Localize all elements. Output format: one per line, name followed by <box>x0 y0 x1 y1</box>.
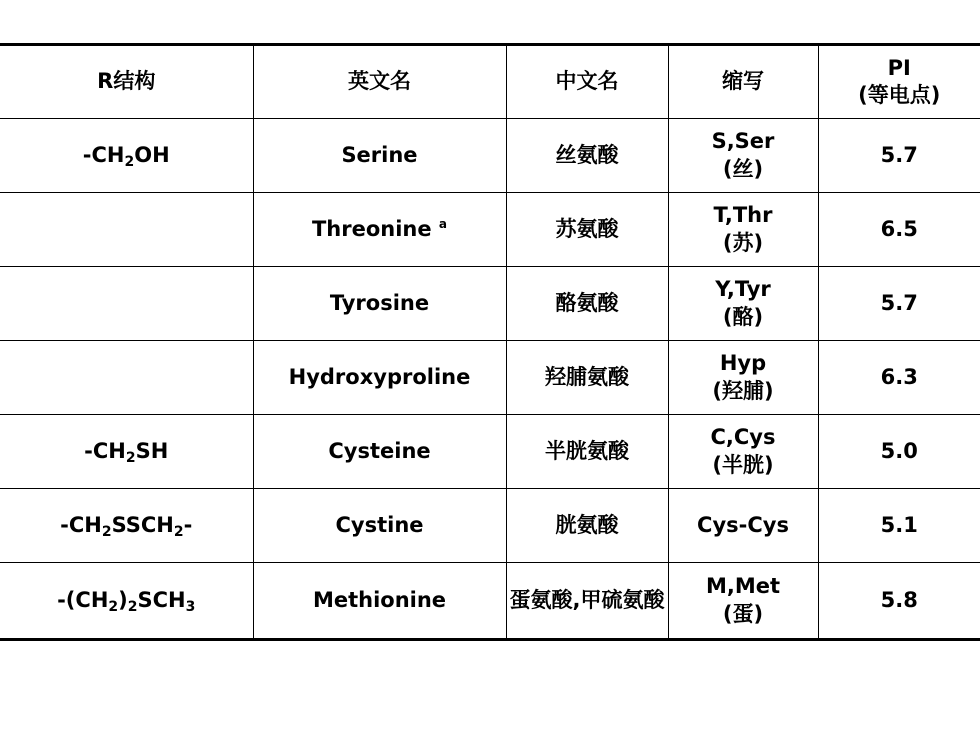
chinese-name-cell: 苏氨酸 <box>506 193 668 267</box>
english-name: Serine <box>341 142 418 167</box>
english-name-cell <box>253 563 506 640</box>
abbreviation-line1: T,Thr <box>713 203 773 228</box>
header-english-name: 英文名 <box>253 45 506 119</box>
abbreviation-line1: C,Cys <box>710 425 776 450</box>
r-structure-part: ) <box>118 587 128 612</box>
english-name: Tyrosine <box>329 290 430 315</box>
header-pi <box>818 45 980 119</box>
abbreviation-cell <box>668 193 818 267</box>
table-row <box>0 119 980 193</box>
abbreviation-cell <box>668 563 818 640</box>
english-name-cell <box>253 341 506 415</box>
abbreviation-line1: Hyp <box>719 351 767 376</box>
header-row <box>0 45 980 119</box>
english-name-cell <box>253 193 506 267</box>
pi-cell: 5.7 <box>818 267 980 341</box>
r-structure-part: -CH <box>84 438 126 463</box>
english-name: Cystine <box>335 512 424 537</box>
r-structure-subscript: 2 <box>173 523 184 540</box>
abbreviation-cell <box>668 489 818 563</box>
header-pi-line2: (等电点) <box>858 83 941 107</box>
pi-cell: 5.7 <box>818 119 980 193</box>
abbreviation-cell <box>668 119 818 193</box>
english-name-cell <box>253 415 506 489</box>
r-structure-part: -CH <box>82 142 125 167</box>
abbreviation-cell <box>668 415 818 489</box>
chinese-name-cell: 胱氨酸 <box>506 489 668 563</box>
r-structure-part: -(CH <box>57 587 109 612</box>
chinese-name-cell: 羟脯氨酸 <box>506 341 668 415</box>
table-row <box>0 489 980 563</box>
english-name: Threonine <box>311 216 439 241</box>
chinese-name-cell: 酪氨酸 <box>506 267 668 341</box>
pi-cell: 5.1 <box>818 489 980 563</box>
header-abbreviation: 缩写 <box>668 45 818 119</box>
r-structure-part: SH <box>135 438 169 463</box>
r-structure-cell <box>0 563 253 640</box>
r-structure-cell <box>0 341 253 415</box>
r-structure-cell <box>0 193 253 267</box>
r-structure-subscript: 2 <box>108 598 119 615</box>
chinese-name-cell: 蛋氨酸,甲硫氨酸 <box>506 563 668 640</box>
english-name: Methionine <box>312 587 447 612</box>
table-row <box>0 267 980 341</box>
english-name-cell <box>253 119 506 193</box>
r-structure-subscript: 2 <box>127 598 138 615</box>
r-structure-part: SCH <box>137 587 186 612</box>
r-structure-part: OH <box>134 142 170 167</box>
english-name-footnote: a <box>438 216 448 231</box>
table-row <box>0 193 980 267</box>
abbreviation-line1: S,Ser <box>711 129 775 154</box>
r-structure-cell <box>0 489 253 563</box>
amino-acid-table <box>0 43 980 641</box>
r-structure-cell <box>0 119 253 193</box>
abbreviation-line2: (羟脯) <box>712 378 774 403</box>
chinese-name-cell: 丝氨酸 <box>506 119 668 193</box>
table-row <box>0 341 980 415</box>
english-name-cell <box>253 489 506 563</box>
r-structure-part: - <box>183 512 193 537</box>
pi-cell: 6.5 <box>818 193 980 267</box>
table-row <box>0 563 980 640</box>
r-structure-part: -CH <box>60 512 102 537</box>
abbreviation-line2: (苏) <box>722 230 764 255</box>
r-structure-subscript: 2 <box>125 449 136 466</box>
abbreviation-line2: (丝) <box>722 156 764 181</box>
header-pi-line1: PI <box>887 55 911 80</box>
r-structure-subscript: 3 <box>185 598 196 615</box>
pi-cell: 6.3 <box>818 341 980 415</box>
chinese-name-cell: 半胱氨酸 <box>506 415 668 489</box>
table-row <box>0 415 980 489</box>
abbreviation-line1: Y,Tyr <box>715 277 771 302</box>
r-structure-cell <box>0 267 253 341</box>
abbreviation-cell <box>668 267 818 341</box>
abbreviation-line1: Cys-Cys <box>697 512 789 537</box>
abbreviation-line2: (酪) <box>722 304 764 329</box>
r-structure-cell <box>0 415 253 489</box>
header-chinese-name: 中文名 <box>506 45 668 119</box>
r-structure-part: SSCH <box>111 512 174 537</box>
abbreviation-line1: M,Met <box>705 574 781 599</box>
abbreviation-cell <box>668 341 818 415</box>
english-name-cell <box>253 267 506 341</box>
r-structure-subscript: 2 <box>101 523 112 540</box>
english-name: Hydroxyproline <box>288 364 471 389</box>
abbreviation-line2: (蛋) <box>722 601 764 626</box>
pi-cell: 5.0 <box>818 415 980 489</box>
header-r-structure: R结构 <box>0 45 253 119</box>
r-structure-subscript: 2 <box>124 153 135 170</box>
pi-cell: 5.8 <box>818 563 980 640</box>
english-name: Cysteine <box>328 438 431 463</box>
abbreviation-line2: (半胱) <box>712 452 774 477</box>
